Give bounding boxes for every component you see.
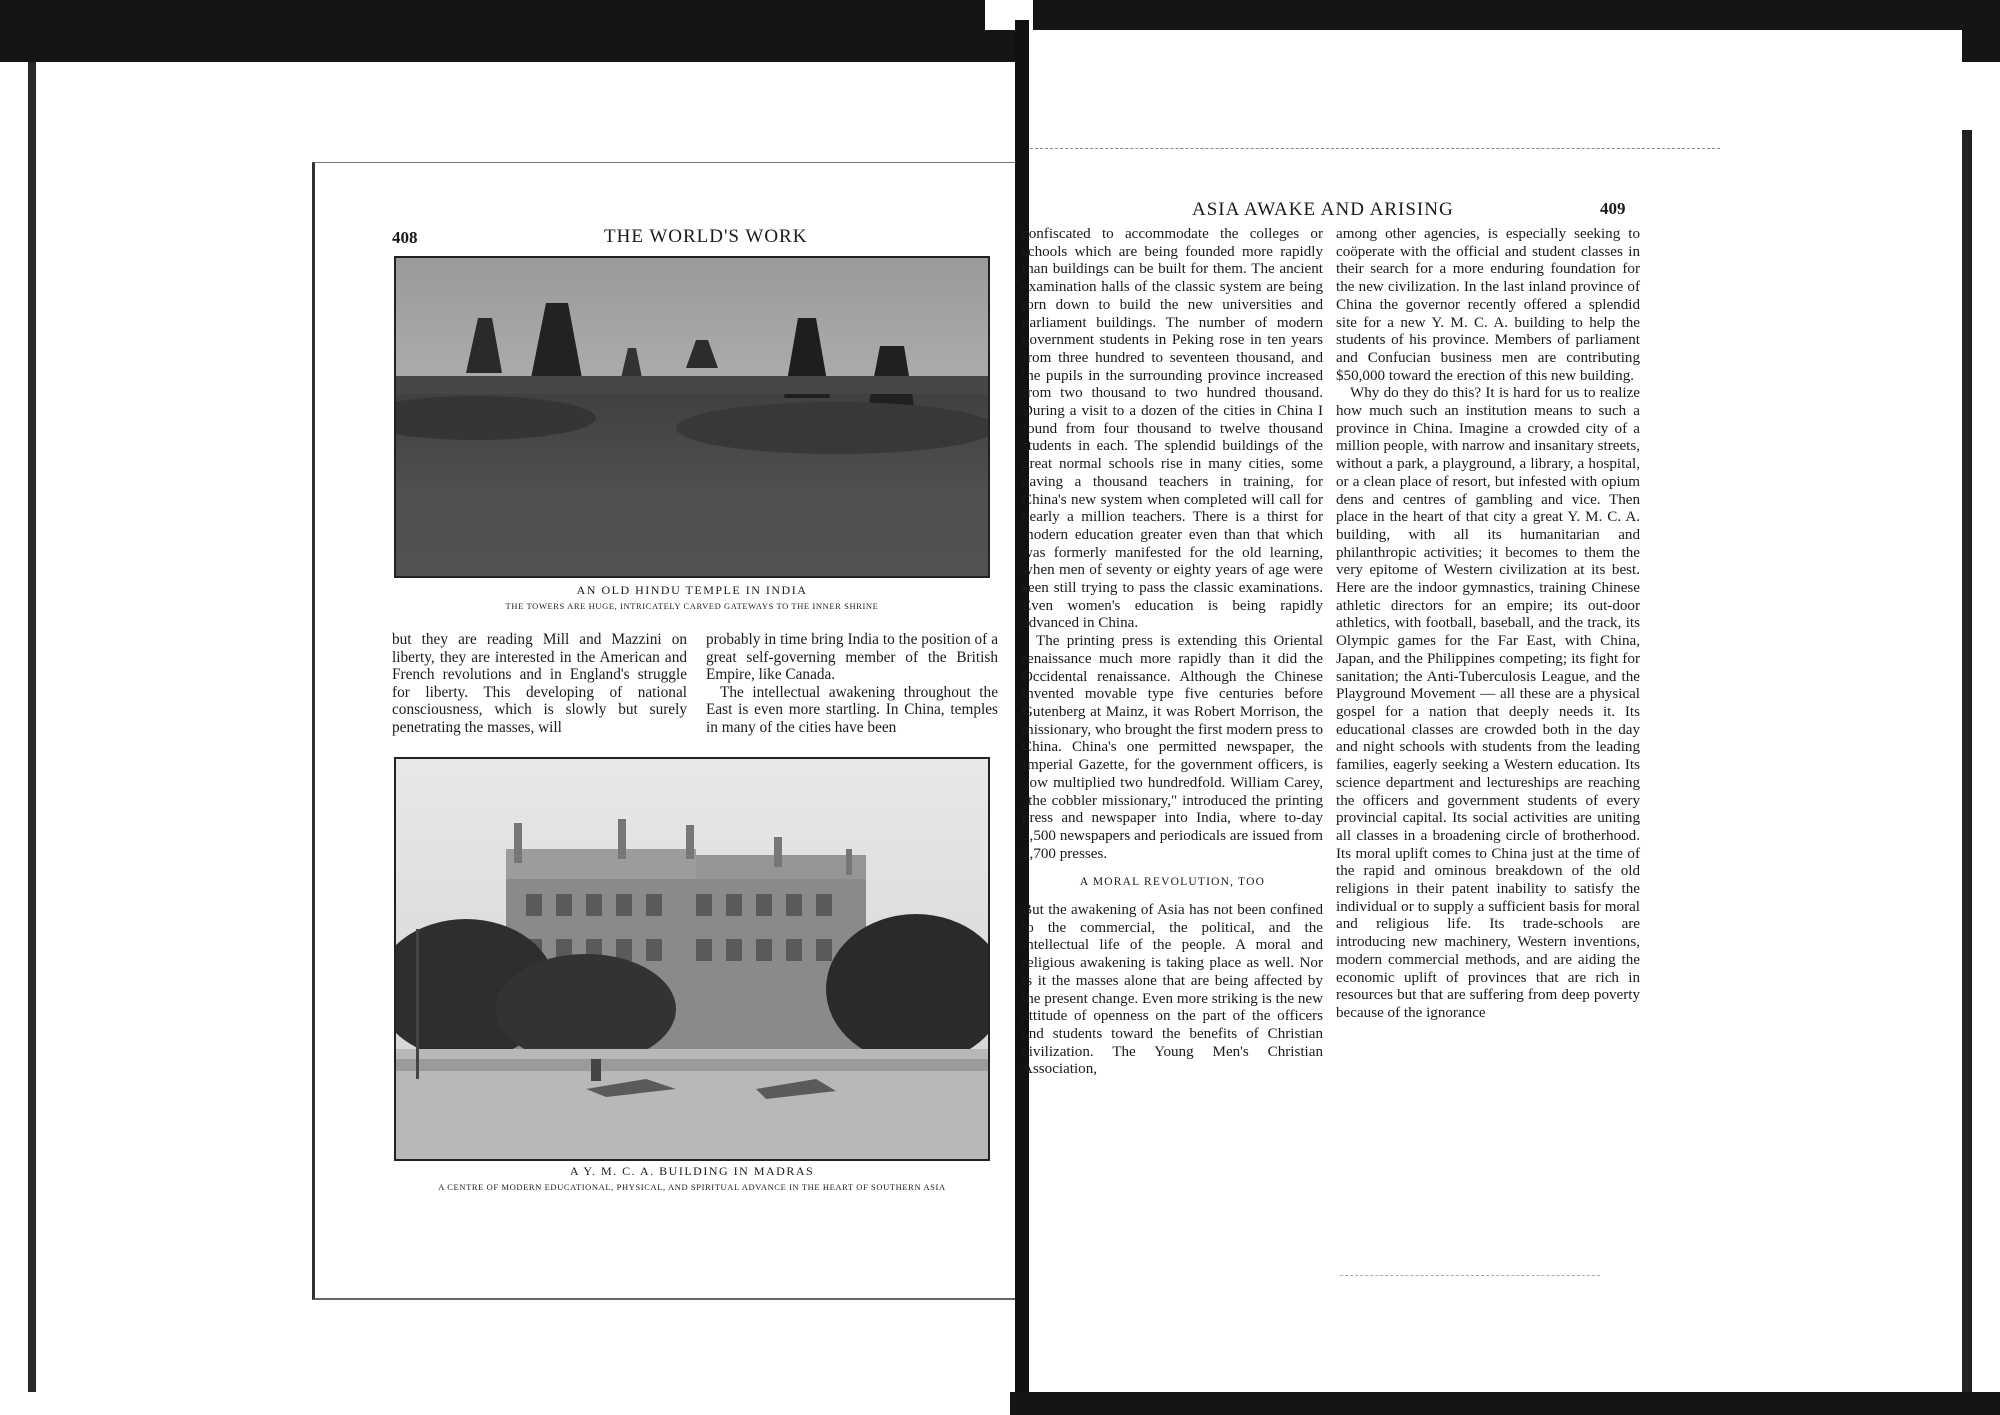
paragraph: among other agencies, is especially seeking to coöperate with the official and student classes in their search for a more enduring foundation for the new civilization. In the last inland province of China the governor recently offered a splendid site for a new Y. M. C. A. building to help the students of his province. Members of parliament and Confucian business men are contributing $50,000 toward the erection of this new building. [1336, 226, 1640, 384]
right-page-column-1 [1022, 226, 1323, 1079]
paragraph: The printing press is extending this Oriental renaissance much more rapidly than it did the Occidental renaissance. Although the Chinese invented movable type five centuries before Gutenberg at Mainz, it was Robert Morrison, the missionary, who brought the first modern press to China. China's one permitted newspaper, the Imperial Gazette, for the government officers, is now multiplied two hundredfold. William Carey, "the cobbler missionary," introduced the printing press and newspaper into India, where to-day 3,500 newspapers and periodicals are issued from 2,700 presses. [1022, 633, 1323, 862]
page-number-left: 408 [392, 228, 418, 247]
figure-caption-subtitle-temple: THE TOWERS ARE HUGE, INTRICATELY CARVED GATEWAYS TO THE INNER SHRINE [505, 601, 879, 611]
paragraph: probably in time bring India to the position of a great self-governing member of the British Empire, like Canada. [706, 631, 998, 684]
right-page-top-rule [1030, 148, 1720, 150]
paragraph: The intellectual awakening throughout the East is even more startling. In China, temples in many of the cities have been [706, 683, 998, 736]
paragraph: Why do they do this? It is hard for us to realize how much such an institution means to such a province in China. Imagine a crowded city of a million people, with narrow and insanitary streets, without a park, a playground, a library, a hospital, or a clean place of resort, but infested with opium dens and centres of gambling and vice. Then place in the heart of that city a great Y. M. C. A. building, with all its humanitarian and philanthropic activities; it becomes to them the very epitome of Western civilization at its best. Here are the indoor gymnastics, training Chinese athletic directors for an empire; its out-door athletics, with football, baseball, and the track, its Olympic games for the Far East, with China, Japan, and the Philippines competing; its fight for sanitation; the Anti-Tuberculosis League, and the Playground Movement — all these are a physical gospel for a nation that deeply needs it. Its educational classes are crowded both in the day and night schools with students from the leading families, eagerly seeking a Western education. Its science department and lectureships are reaching the officers and government students of every provincial capital. Its social activities are uniting all classes in a broadening circle of brotherhood. Its moral uplift comes to China just at the time of the rapid and ominous breakdown of the old religions in their patent inability to satisfy the individual or to supply a sufficient basis for moral and religious life. Its trade-schools are introducing new machinery, Western inventions, modern commercial methods, and are aiding the economic uplift of provinces that are rich in resources but that are suffering from deep poverty because of the ignorance [1336, 385, 1640, 1021]
left-page-column-1 [392, 631, 687, 737]
paragraph: confiscated to accommodate the colleges or schools which are being founded more rapidly than buildings can be built for them. The ancient examination halls of the classic system are being torn down to build the new universities and parliament buildings. The number of modern government students in Peking rose in ten years from three hundred to seventeen thousand, and the pupils in the surrounding province increased from two thousand to two hundred thousand. During a visit to a dozen of the cities in China I found from four thousand to twelve thousand students in each. The splendid buildings of the great normal schools rise in many cities, some having a thousand teachers in training, for China's new system when completed will call for nearly a million teachers. There is a thirst for modern education greater even than that which was formerly manifested for the old learning, when men of seventy or eighty years of age were seen still trying to pass the classic examinations. Even women's education is being rapidly advanced in China. [1022, 226, 1323, 632]
ymca-photo-illustration [396, 759, 988, 1159]
right-book-edge [1962, 130, 1972, 1400]
temple-photo-illustration [396, 258, 988, 576]
figure-caption-title-ymca: A Y. M. C. A. BUILDING IN MADRAS [569, 1164, 815, 1178]
photo-ymca-madras [394, 757, 990, 1161]
photo-hindu-temple [394, 256, 990, 578]
figure-caption-title-temple: AN OLD HINDU TEMPLE IN INDIA [576, 583, 808, 597]
section-subheading: A MORAL REVOLUTION, TOO [1079, 876, 1266, 889]
left-book-edge [28, 62, 36, 1392]
paragraph: But the awakening of Asia has not been confined to the commercial, the political, and the intellectual life of the people. A moral and religious awakening is taking place as well. Nor is it the masses alone that are being affected by the present change. Even more striking is the new attitude of openness on the part of the officers and students toward the benefits of Christian civilization. The Young Men's Christian Association, [1022, 902, 1323, 1078]
scanner-shadow-bottom [1010, 1392, 2000, 1415]
page-number-right: 409 [1600, 199, 1626, 218]
running-head-right: ASIA AWAKE AND ARISING [1192, 199, 1454, 220]
running-head-left: THE WORLD'S WORK [604, 226, 808, 247]
figure-caption-subtitle-ymca: A CENTRE OF MODERN EDUCATIONAL, PHYSICAL, AND SPIRITUAL ADVANCE IN THE HEART OF SOUTHERN ASIA [438, 1182, 946, 1192]
right-page-bottom-rule [1340, 1275, 1600, 1276]
right-page-column-2 [1336, 226, 1640, 1023]
left-page-column-2 [706, 631, 998, 737]
paragraph: but they are reading Mill and Mazzini on liberty, they are interested in the American and French revolutions and in England's struggle for liberty. This developing of national consciousness, which is slowly but surely penetrating the masses, will [392, 631, 687, 736]
